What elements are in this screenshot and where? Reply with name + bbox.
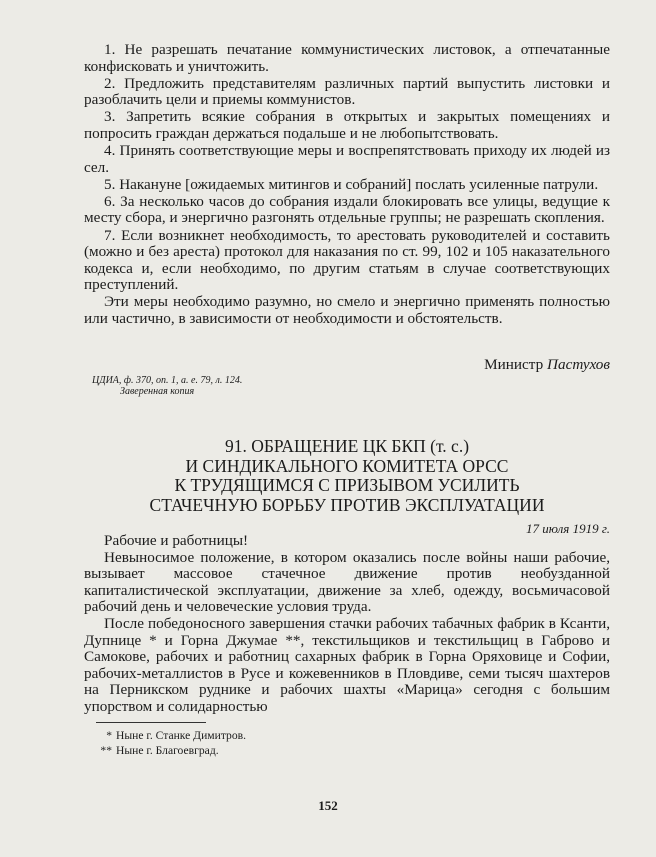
letter-paragraph: Невыносимое положение, в котором оказались после войны наши рабочие, вызывает массовое стачечное движение против необузданной капиталистической эксплуатации, движение за хлеб, одежду, восьмичасовой рабочий день и человеческие условия труда.	[84, 548, 610, 616]
page-number: 152	[318, 798, 338, 813]
document-title-line: 91. ОБРАЩЕНИЕ ЦК БКП (т. с.)	[224, 436, 470, 456]
document-title-line: И СИНДИКАЛЬНОГО КОМИТЕТА ОРСС	[185, 455, 509, 476]
letter-paragraph: После победоносного завершения стачки рабочих табачных фабрик в Ксанти, Дупнице * и Горна Джумае **, текстильщиков и текстильщиц в Габрово и Самокове, рабочих и работниц сахарных фабрик в Горна Оряховице и Софии, рабочих-металлистов в Русе и кожевенников в Пловдиве, семи тысяч шахтеров на Перникском руднике и рабочих шахты «Марица» сегодня с большим упорством и солидарностью	[84, 614, 610, 715]
footnote-text: Ныне г. Станке Димитров.	[116, 729, 247, 742]
measure-item: 3. Запретить всякие собрания в открытых и закрытых помещениях и попросить граждан держаться подальше и не любопытствовать.	[84, 108, 610, 142]
document-heading	[84, 437, 610, 515]
footnote	[92, 728, 246, 743]
measure-item: 6. За несколько часов до собрания издали блокировать все улицы, ведущие к месту сбора, и энергично разгонять отдельные группы; не разрешать скопления.	[84, 192, 610, 227]
archive-note: Заверенная копия	[120, 386, 195, 397]
document-date: 17 июля 1919 г.	[526, 521, 610, 536]
signature-name: Пастухов	[547, 356, 610, 373]
measure-item: 7. Если возникнет необходимость, то арестовать руководителей и составить (можно и без ареста) протокол для наказания по ст. 99, 102 и 105 наказательного кодекса и, если необходимо, по другим статьям в случае соответствующих преступлений.	[84, 226, 610, 294]
letter-body	[84, 533, 610, 716]
archive-reference	[92, 375, 242, 397]
footnote-divider	[96, 722, 206, 723]
document-title-line: К ТРУДЯЩИМСЯ С ПРИЗЫВОМ УСИЛИТЬ	[174, 475, 520, 495]
measures-conclusion: Эти меры необходимо разумно, но смело и энергично применять полностью или частично, в зависимости от необходимости и обстоятельств.	[84, 293, 610, 327]
footnote-mark: **	[100, 744, 112, 757]
letter-greeting: Рабочие и работницы!	[104, 532, 249, 549]
measure-item: 1. Не разрешать печатание коммунистических листовок, а отпечатанные конфисковать и уничтожить.	[84, 41, 610, 75]
footnote	[92, 743, 246, 758]
measure-item: 5. Накануне [ожидаемых митингов и собраний] послать усиленные патрули.	[104, 175, 599, 193]
measure-item: 4. Принять соответствующие меры и воспрепятствовать приходу их людей из сел.	[84, 142, 610, 176]
measure-item: 2. Предложить представителям различных партий выпустить листовки и разоблачить цели и приемы коммунистов.	[84, 74, 610, 109]
footnotes	[92, 728, 246, 758]
footnote-mark: *	[106, 729, 112, 742]
document-title-line: СТАЧЕЧНУЮ БОРЬБУ ПРОТИВ ЭКСПЛУАТАЦИИ	[149, 494, 545, 515]
measures-list	[84, 42, 610, 328]
signature-title: Министр	[484, 356, 544, 373]
archive-source: ЦДИА, ф. 370, оп. 1, а. е. 79, л. 124.	[92, 375, 243, 386]
footnote-text: Ныне г. Благоевград.	[116, 744, 219, 757]
signature	[484, 356, 610, 374]
